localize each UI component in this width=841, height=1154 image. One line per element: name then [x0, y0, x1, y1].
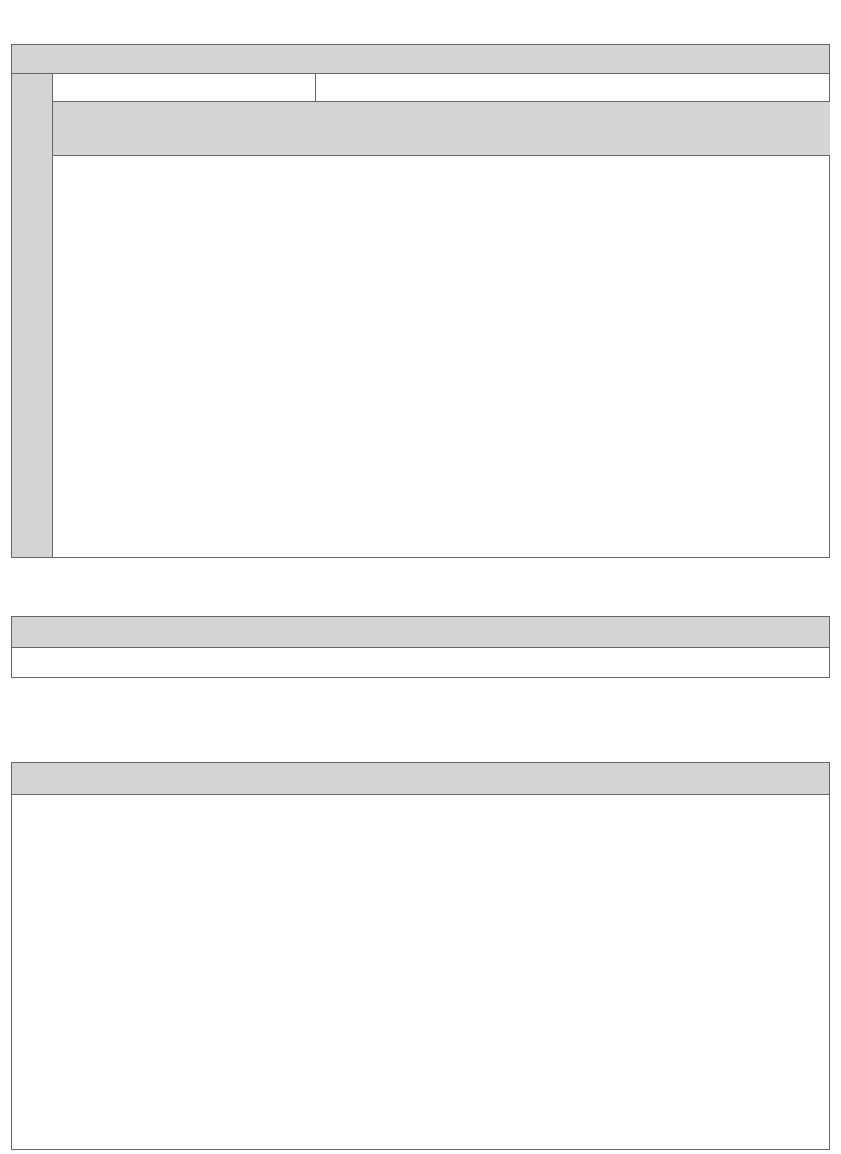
section-title [12, 45, 829, 74]
section-supervisory-body [11, 44, 830, 558]
entry-number-column [12, 74, 53, 557]
subsection-header [53, 102, 830, 156]
section-title [12, 617, 829, 648]
section-business-activity [11, 762, 830, 1150]
organ-name-label [53, 74, 56, 101]
section-title [12, 763, 829, 795]
organ-name-row [53, 74, 830, 102]
section-proxies [11, 616, 830, 678]
no-entries-text [12, 648, 829, 677]
organ-name-value [315, 74, 830, 101]
